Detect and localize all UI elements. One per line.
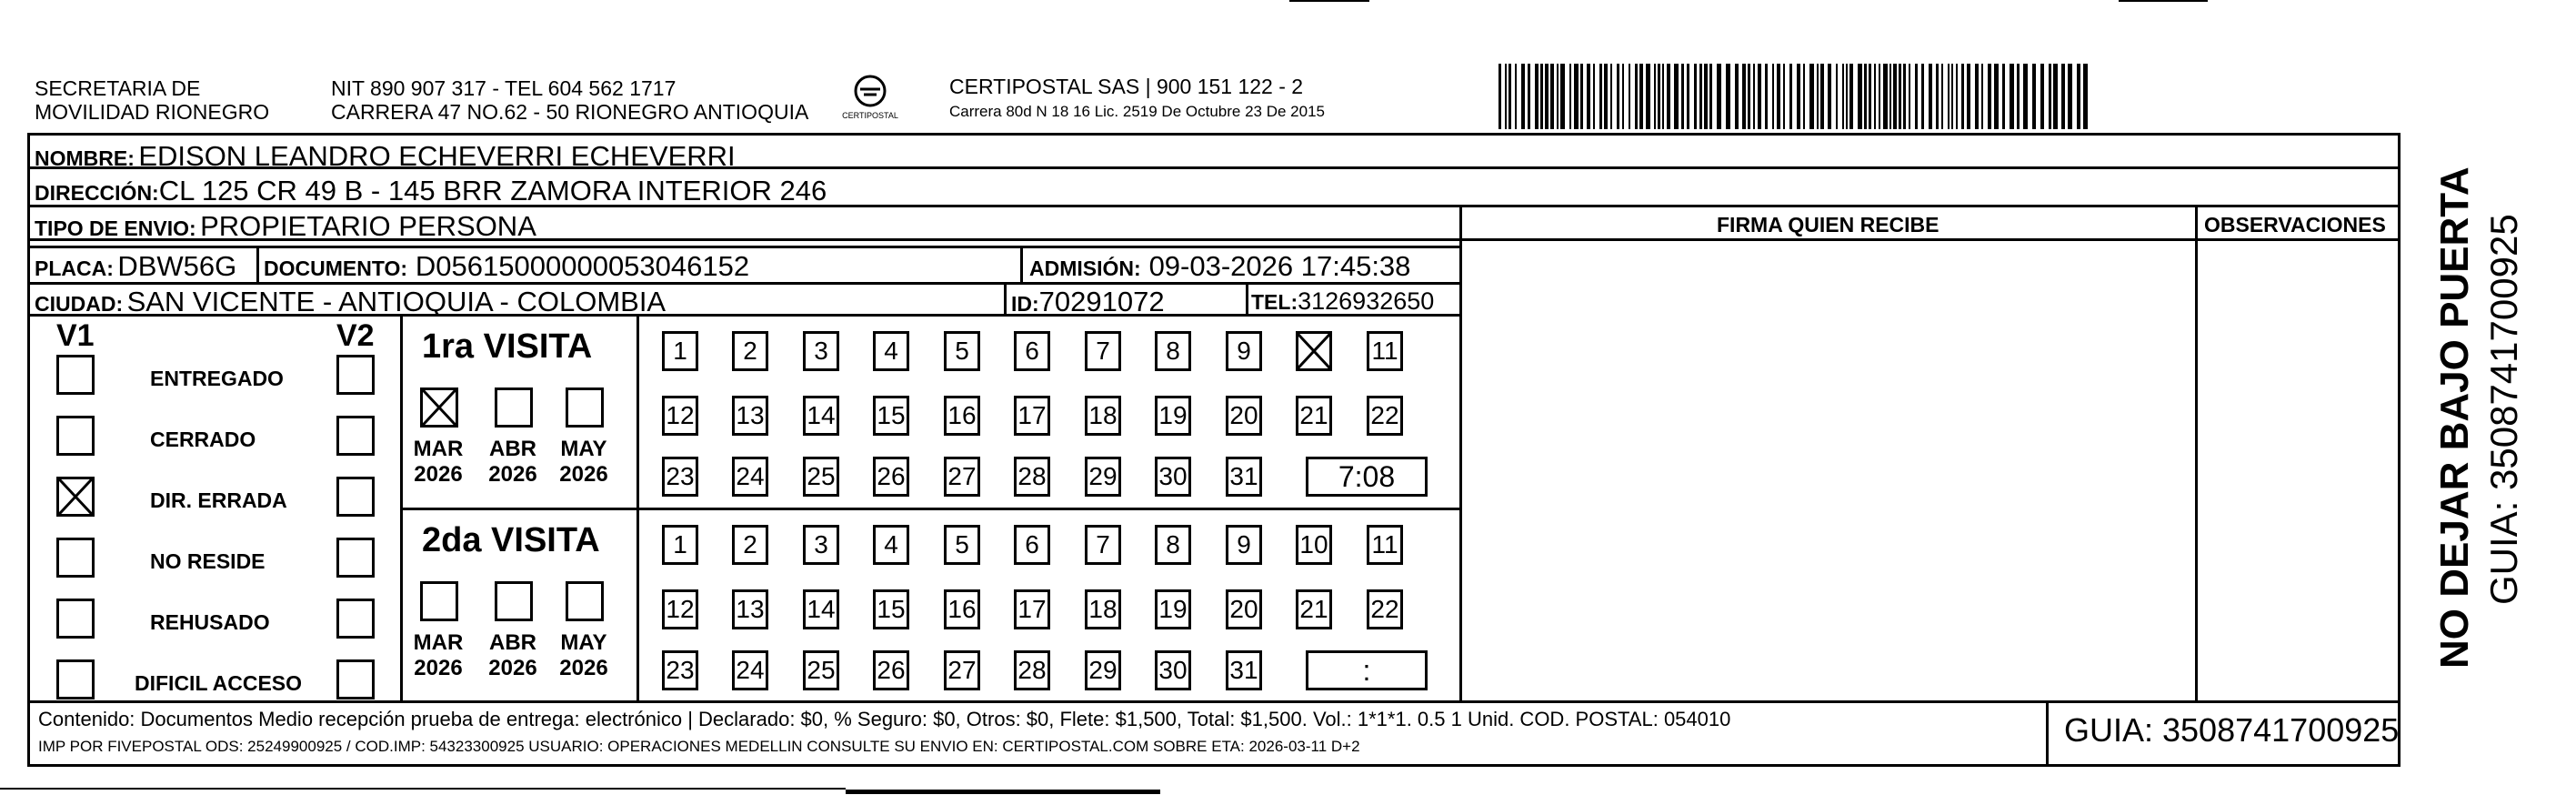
placa-field (35, 252, 236, 280)
day-box[interactable]: 14 (803, 396, 839, 436)
barcode-bar (1772, 64, 1774, 129)
barcode-bar (1988, 64, 1991, 129)
obs-left-line (2195, 205, 2198, 700)
nombre-value: EDISON LEANDRO ECHEVERRI ECHEVERRI (138, 140, 736, 172)
barcode-bar (1921, 64, 1924, 129)
day-box[interactable]: 15 (873, 396, 909, 436)
barcode-bar (1726, 64, 1730, 129)
barcode-bar (1820, 64, 1824, 129)
barcode-bar (1836, 64, 1838, 129)
month-label (556, 630, 611, 680)
day-box[interactable]: 22 (1367, 589, 1403, 629)
month-label (411, 437, 466, 487)
day-box[interactable]: 14 (803, 589, 839, 629)
day-box[interactable]: 6 (1014, 525, 1050, 565)
barcode-bar (1809, 64, 1814, 129)
footer-line-2: IMP POR FIVEPOSTAL ODS: 25249900925 / COD.IMP: 54323300925 USUARIO: OPERACIONES MEDELLIN CONSULTE SU ENVIO EN: CERTIPOSTAL.COM SOBRE ETA: 2026-03-11 D+2 (38, 738, 1360, 755)
barcode-bar (1975, 64, 1979, 129)
barcode-bar (1540, 64, 1543, 129)
day-box[interactable]: 5 (944, 331, 980, 371)
time-box[interactable]: : (1306, 650, 1428, 690)
barcode-bar (2053, 64, 2058, 129)
month-label (411, 630, 466, 680)
courier-line-1: CERTIPOSTAL SAS | 900 151 122 - 2 (949, 75, 1304, 98)
barcode-bar (1687, 64, 1689, 129)
day-box[interactable]: 15 (873, 589, 909, 629)
month-year: 2026 (488, 655, 537, 680)
guia-footer-divider (2046, 700, 2049, 767)
admision-label: ADMISIÓN: (1029, 257, 1141, 280)
tel-divider (1246, 282, 1248, 314)
day-box[interactable]: 19 (1155, 589, 1191, 629)
placa-value: DBW56G (117, 250, 237, 282)
barcode-bar (1889, 64, 1891, 129)
barcode-bar (1674, 64, 1679, 129)
status-label: NO RESIDE (150, 549, 266, 573)
barcode-bar (1789, 64, 1792, 129)
day-box[interactable]: 31 (1226, 650, 1262, 690)
day-box[interactable]: 25 (803, 457, 839, 497)
barcode-bar (1667, 64, 1670, 129)
day-box[interactable]: 25 (803, 650, 839, 690)
month-name: MAR (413, 630, 464, 655)
status-label: REHUSADO (150, 610, 270, 634)
v1-checkbox[interactable] (56, 538, 95, 578)
day-box[interactable]: 12 (662, 396, 698, 436)
nombre-row (35, 142, 736, 170)
barcode-bar (1981, 64, 1983, 129)
month-checkbox[interactable] (495, 387, 533, 428)
admision-field (1029, 252, 1410, 280)
barcode-bar (1654, 64, 1656, 129)
month-checkbox[interactable] (495, 581, 533, 621)
barcode-bar (1846, 64, 1848, 129)
barcode-bar (1498, 64, 1501, 129)
barcode-bar (1879, 64, 1880, 129)
tipo-value: PROPIETARIO PERSONA (200, 210, 536, 242)
barcode-bar (1580, 64, 1583, 129)
month-label (556, 437, 611, 487)
month-year: 2026 (559, 655, 608, 680)
day-box[interactable]: 29 (1085, 457, 1121, 497)
barcode-bar (1941, 64, 1943, 129)
barcode-bar (1929, 64, 1932, 129)
barcode-bar (2083, 64, 2088, 129)
day-box[interactable]: 18 (1085, 589, 1121, 629)
barcode-bar (1869, 64, 1871, 129)
barcode-bar (1936, 64, 1939, 129)
barcode-bar (1545, 64, 1549, 129)
v2-checkbox[interactable] (336, 477, 375, 517)
barcode-bar (1858, 64, 1862, 129)
barcode-bar (1658, 64, 1660, 129)
visit-title: 1ra VISITA (422, 327, 593, 366)
barcode-bar (1717, 64, 1721, 129)
day-box[interactable]: 9 (1226, 525, 1262, 565)
barcode-bar (1956, 64, 1958, 129)
day-box[interactable]: 5 (944, 525, 980, 565)
barcode-bar (2040, 64, 2044, 129)
v2-checkbox[interactable] (336, 416, 375, 456)
barcode-bar (1777, 64, 1780, 129)
day-box[interactable]: 1 (662, 525, 698, 565)
day-box[interactable]: 19 (1155, 396, 1191, 436)
direccion-row (35, 176, 827, 205)
day-box[interactable]: 13 (732, 589, 768, 629)
firma-header: FIRMA QUIEN RECIBE (1717, 213, 1940, 236)
observaciones-header: OBSERVACIONES (2204, 213, 2386, 236)
v1-checkbox[interactable] (56, 599, 95, 639)
month-name: MAR (413, 437, 464, 461)
barcode-bar (2061, 64, 2065, 129)
barcode-bar (1803, 64, 1805, 129)
top-rule-1 (1289, 0, 1369, 2)
day-box[interactable]: 13 (732, 396, 768, 436)
v2-header: V2 (336, 318, 375, 353)
day-box[interactable]: 16 (944, 589, 980, 629)
day-box[interactable] (1296, 331, 1332, 371)
v1-header: V1 (56, 318, 95, 353)
barcode-bar (1629, 64, 1630, 129)
month-year: 2026 (559, 461, 608, 487)
day-box[interactable]: 8 (1155, 525, 1191, 565)
nit-line: NIT 890 907 317 - TEL 604 562 1717 (331, 76, 677, 100)
barcode-bar (1842, 64, 1844, 129)
month-name: ABR (489, 630, 536, 655)
tel-value: 3126932650 (1298, 287, 1435, 315)
documento-label: DOCUMENTO: (264, 257, 408, 280)
barcode-bar (1742, 64, 1746, 129)
barcode-bar (1681, 64, 1684, 129)
placa-divider (256, 246, 259, 282)
barcode-bar (1874, 64, 1876, 129)
barcode-bar (1610, 64, 1612, 129)
day-box[interactable]: 21 (1296, 396, 1332, 436)
status-label: DIR. ERRADA (150, 488, 287, 512)
barcode-bar (1753, 64, 1755, 129)
barcode-bar (1704, 64, 1708, 129)
barcode-bar (1903, 64, 1906, 129)
barcode-bar (1909, 64, 1910, 129)
address-line: CARRERA 47 NO.62 - 50 RIONEGRO ANTIOQUIA (331, 100, 809, 124)
side-guia: GUIA: 3508741700925 (2482, 214, 2525, 605)
barcode-bar (1864, 64, 1867, 129)
barcode-bar (1783, 64, 1785, 129)
day-box[interactable]: 7 (1085, 331, 1121, 371)
no-dejar-warning: NO DEJAR BAJO PUERTA (2432, 166, 2477, 669)
barcode-bar (2077, 64, 2080, 129)
v2-checkbox[interactable] (336, 355, 375, 395)
day-box[interactable]: 7 (1085, 525, 1121, 565)
tipo-row (35, 212, 536, 240)
barcode-bar (1646, 64, 1650, 129)
barcode-bar (1915, 64, 1918, 129)
placa-label: PLACA: (35, 257, 114, 280)
barcode-bar (1528, 64, 1530, 129)
barcode-bar (1699, 64, 1702, 129)
svg-text:CERTIPOSTAL: CERTIPOSTAL (842, 111, 898, 120)
day-box[interactable]: 27 (944, 650, 980, 690)
barcode-bar (1593, 64, 1595, 129)
id-value: 70291072 (1038, 286, 1165, 317)
barcode-bar (1599, 64, 1602, 129)
barcode-bar (1604, 64, 1608, 129)
issuer-line-1: SECRETARIA DE (35, 76, 201, 100)
id-label: ID: (1011, 292, 1039, 316)
day-box[interactable]: 23 (662, 650, 698, 690)
month-year: 2026 (414, 461, 463, 487)
v2-checkbox[interactable] (336, 599, 375, 639)
barcode-bar (1828, 64, 1831, 129)
day-box[interactable]: 29 (1085, 650, 1121, 690)
barcode-bar (1709, 64, 1712, 129)
direccion-label: DIRECCIÓN: (35, 181, 159, 205)
barcode-bar (1550, 64, 1554, 129)
barcode-bar (1617, 64, 1619, 129)
barcode-bar (1574, 64, 1579, 129)
day-box[interactable]: 31 (1226, 457, 1262, 497)
days-divider (636, 314, 639, 700)
barcode-bar (2010, 64, 2014, 129)
barcode-bar (1967, 64, 1970, 129)
top-rule-2 (2119, 0, 2208, 2)
v2-checkbox[interactable] (336, 538, 375, 578)
day-box[interactable]: 28 (1014, 457, 1050, 497)
day-box[interactable]: 1 (662, 331, 698, 371)
day-box[interactable]: 26 (873, 457, 909, 497)
v1-checkbox[interactable] (56, 477, 95, 517)
barcode-bar (1587, 64, 1590, 129)
day-box[interactable]: 2 (732, 331, 768, 371)
barcode-bar (1893, 64, 1897, 129)
barcode-bar (1535, 64, 1539, 129)
v1-checkbox[interactable] (56, 416, 95, 456)
footer-top-line (27, 700, 2401, 703)
month-checkbox[interactable] (420, 387, 458, 428)
month-year: 2026 (414, 655, 463, 680)
barcode-bar (1748, 64, 1750, 129)
v2-checkbox[interactable] (336, 659, 375, 699)
day-box[interactable]: 24 (732, 650, 768, 690)
tel-label: TEL: (1251, 290, 1298, 314)
barcode-bar (1961, 64, 1964, 129)
tipo-label: TIPO DE ENVIO: (35, 216, 196, 240)
documento-field (264, 252, 749, 280)
day-box[interactable]: 20 (1226, 396, 1262, 436)
day-box[interactable]: 30 (1155, 457, 1191, 497)
v1-checkbox[interactable] (56, 659, 95, 699)
day-box[interactable]: 21 (1296, 589, 1332, 629)
bottom-rule-right (846, 790, 1160, 794)
day-box[interactable]: 22 (1367, 396, 1403, 436)
day-box[interactable]: 12 (662, 589, 698, 629)
barcode-bar (1994, 64, 1999, 129)
documento-divider (1020, 246, 1023, 282)
courier-line-2: Carrera 80d N 18 16 Lic. 2519 De Octubre 23 De 2015 (949, 103, 1325, 120)
id-field (1011, 287, 1165, 316)
day-box[interactable]: 9 (1226, 331, 1262, 371)
day-box[interactable]: 17 (1014, 396, 1050, 436)
ciudad-value: SAN VICENTE - ANTIOQUIA - COLOMBIA (126, 286, 667, 317)
barcode-bar (1505, 64, 1507, 129)
visit-divider (400, 508, 1462, 510)
barcode-bar (2023, 64, 2028, 129)
day-box[interactable]: 4 (873, 525, 909, 565)
bottom-rule-left (0, 788, 846, 790)
footer-line-1: Contenido: Documentos Medio recepción prueba de entrega: electrónico | Declarado: $0, % Seguro: $0, Otros: $0, Flete: $1,500, Total: $1,500. Vol.: 1*1*1. 0.5 1 Unid. COD. POSTAL: 054010 (38, 708, 1731, 730)
day-box[interactable]: 8 (1155, 331, 1191, 371)
day-box[interactable]: 23 (662, 457, 698, 497)
barcode-bar (1817, 64, 1819, 129)
month-name: ABR (489, 437, 536, 461)
day-box[interactable]: 11 (1367, 525, 1403, 565)
day-box[interactable]: 16 (944, 396, 980, 436)
day-box[interactable]: 4 (873, 331, 909, 371)
month-name: MAY (560, 630, 607, 655)
barcode-bar (1797, 64, 1800, 129)
admision-value: 09-03-2026 17:45:38 (1148, 250, 1411, 282)
day-box[interactable]: 3 (803, 525, 839, 565)
month-label (486, 630, 540, 680)
barcode-bar (1560, 64, 1565, 129)
barcode-bar (1622, 64, 1624, 129)
barcode-bar (1569, 64, 1571, 129)
footer-guia: GUIA: 3508741700925 (2064, 711, 2400, 749)
barcode-bar (1662, 64, 1664, 129)
day-box[interactable]: 18 (1085, 396, 1121, 436)
status-label: CERRADO (150, 428, 256, 451)
status-label: ENTREGADO (150, 367, 284, 390)
firma-header-line (1462, 238, 2401, 241)
month-year: 2026 (488, 461, 537, 487)
day-box[interactable]: 26 (873, 650, 909, 690)
tel-field (1251, 289, 1434, 314)
barcode-bar (1765, 64, 1768, 129)
day-box[interactable]: 30 (1155, 650, 1191, 690)
certipostal-logo (833, 73, 907, 124)
barcode-bar (1849, 64, 1853, 129)
barcode-bar (1515, 64, 1517, 129)
issuer-line-2: MOVILIDAD RIONEGRO (35, 100, 270, 124)
barcode-bar (1899, 64, 1901, 129)
barcode-bar (1758, 64, 1761, 129)
barcode-bar (1521, 64, 1525, 129)
barcode-bar (1948, 64, 1950, 129)
day-box[interactable]: 28 (1014, 650, 1050, 690)
month-label (486, 437, 540, 487)
day-box[interactable]: 17 (1014, 589, 1050, 629)
barcode-bar (1735, 64, 1739, 129)
ciudad-label: CIUDAD: (35, 292, 124, 316)
v1-checkbox[interactable] (56, 355, 95, 395)
barcode-bar (2032, 64, 2036, 129)
day-box[interactable]: 10 (1296, 525, 1332, 565)
barcode-bar (2017, 64, 2020, 129)
day-box[interactable]: 24 (732, 457, 768, 497)
barcode-bar (2049, 64, 2051, 129)
barcode-bar (1639, 64, 1643, 129)
day-box[interactable]: 3 (803, 331, 839, 371)
barcode-bar (1883, 64, 1888, 129)
barcode-bar (1557, 64, 1559, 129)
month-checkbox[interactable] (420, 581, 458, 621)
id-divider (1004, 282, 1007, 314)
barcode-bar (2002, 64, 2005, 129)
direccion-value: CL 125 CR 49 B - 145 BRR ZAMORA INTERIOR 246 (158, 175, 827, 206)
time-box[interactable]: 7:08 (1306, 457, 1428, 497)
day-box[interactable]: 20 (1226, 589, 1262, 629)
month-checkbox[interactable] (566, 581, 604, 621)
status-label: DIFICIL ACCESO (135, 671, 303, 695)
day-box[interactable]: 2 (732, 525, 768, 565)
month-name: MAY (560, 437, 607, 461)
barcode-bar (1951, 64, 1953, 129)
nombre-label: NOMBRE: (35, 146, 135, 170)
firma-left-line (1459, 205, 1462, 700)
ciudad-underline (27, 246, 1462, 248)
barcode (1498, 64, 2091, 129)
barcode-bar (1635, 64, 1638, 129)
day-box[interactable]: 11 (1367, 331, 1403, 371)
ciudad-field (35, 287, 666, 316)
barcode-bar (1509, 64, 1511, 129)
month-checkbox[interactable] (566, 387, 604, 428)
documento-value: D05615000000053046152 (415, 250, 750, 282)
status-divider (400, 314, 403, 700)
barcode-bar (1694, 64, 1697, 129)
day-box[interactable]: 6 (1014, 331, 1050, 371)
barcode-bar (2068, 64, 2072, 129)
day-box[interactable]: 27 (944, 457, 980, 497)
visit-title: 2da VISITA (422, 521, 600, 559)
